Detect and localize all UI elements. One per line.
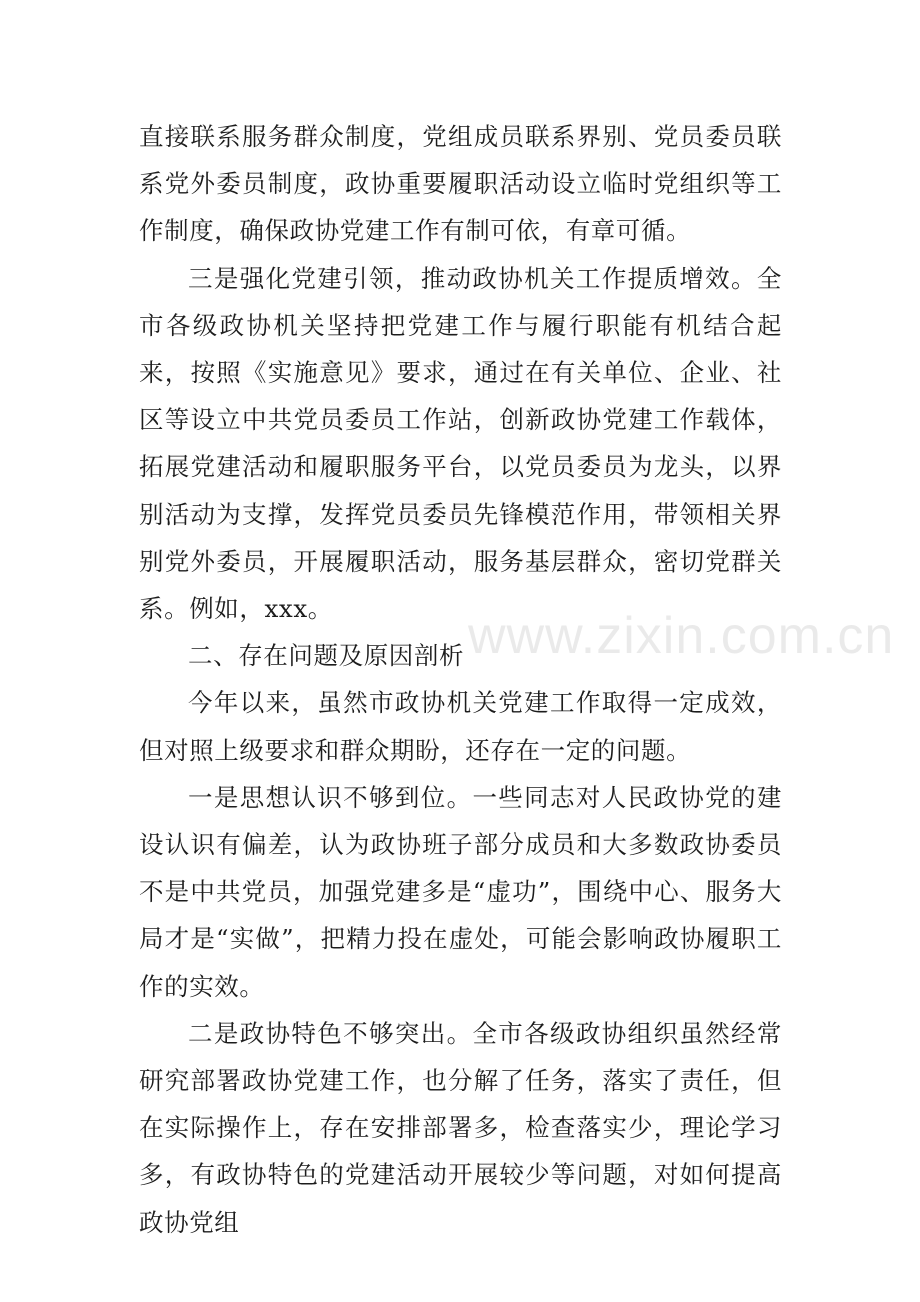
paragraph-continuation: 直接联系服务群众制度，党组成员联系界别、党员委员联系党外委员制度，政协重要履职活动设立临时党组织等工作制度，确保政协党建工作有制可依，有章可循。 — [139, 122, 782, 246]
watermark-logo: www.zixin.com.cn — [468, 607, 895, 665]
paragraph-point-two: 二是政协特色不够突出。全市各级政协组织虽然经常研究部署政协党建工作，也分解了任务，落实了责任，但在实际操作上，存在安排部署多，检查落实少，理论学习多，有政协特色的党建活动开展较少等问题，对如何提高政协党组 — [139, 1018, 782, 1237]
paragraph-point-three: 三是强化党建引领，推动政协机关工作提质增效。全市各级政协机关坚持把党建工作与履行职能有机结合起来，按照《实施意见》要求，通过在有关单位、企业、社区等设立中共党员委员工作站，创新政协党建工作载体，拓展党建活动和履职服务平台，以党员委员为龙头，以界别活动为支撑，发挥党员委员先锋模范作用，带领相关界别党外委员，开展履职活动，服务基层群众，密切党群关系。例如，xxx。 — [139, 263, 782, 624]
paragraph-intro: 今年以来，虽然市政协机关党建工作取得一定成效，但对照上级要求和群众期盼，还存在一定的问题。 — [139, 688, 782, 765]
paragraph-point-one: 一是思想认识不够到位。一些同志对人民政协党的建设认识有偏差，认为政协班子部分成员和大多数政协委员不是中共党员，加强党建多是“虚功”，围绕中心、服务大局才是“实做”，把精力投在虚处，可能会影响政协履职工作的实效。 — [139, 782, 782, 1001]
document-body — [139, 113, 782, 1246]
section-heading: 二、存在问题及原因剖析 — [188, 641, 465, 671]
